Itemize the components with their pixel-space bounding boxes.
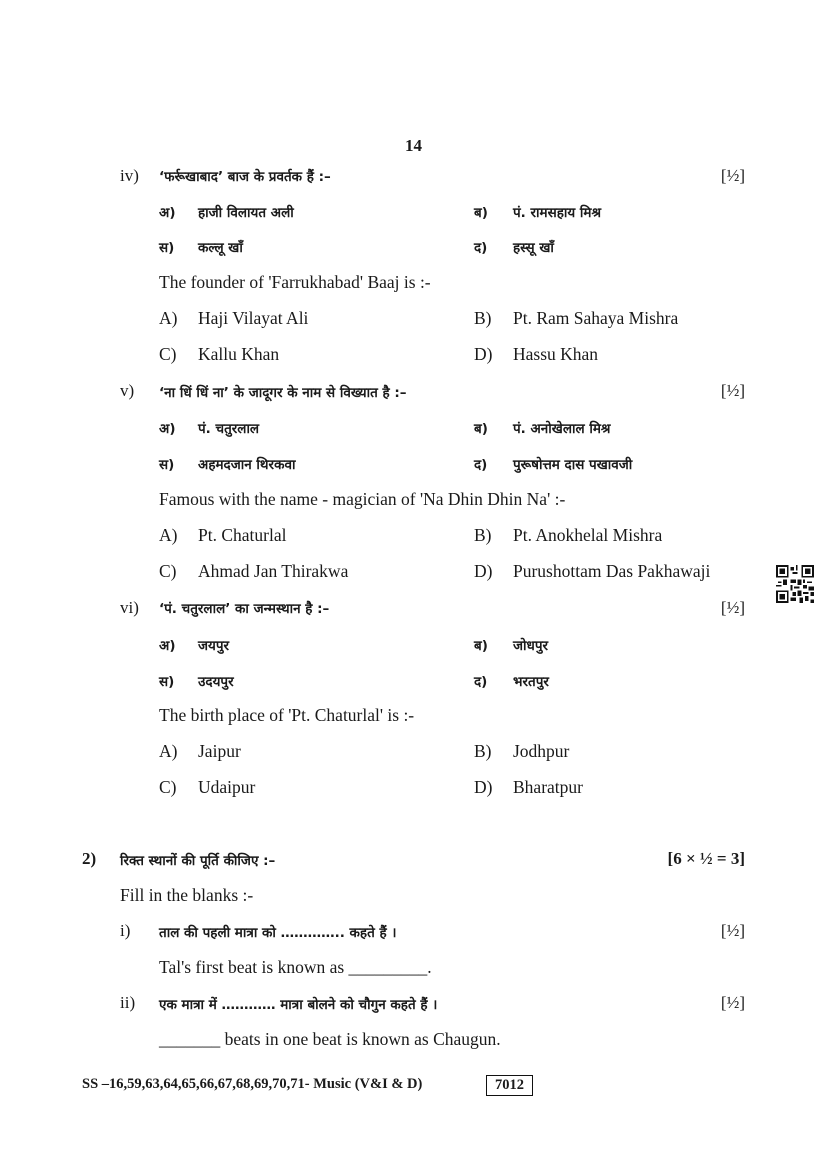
question-number: vi) xyxy=(120,598,139,617)
question-number: ii) xyxy=(120,993,136,1012)
question-number: i) xyxy=(120,921,131,940)
page-number: 14 xyxy=(405,136,422,155)
option-text: पं. रामसहाय मिश्र xyxy=(513,205,602,221)
option-text: जोधपुर xyxy=(513,638,549,654)
option-label: B) xyxy=(474,525,492,545)
question-marks: [½] xyxy=(720,381,745,400)
question-marks: [½] xyxy=(720,993,745,1012)
question-english: The founder of 'Farrukhabad' Baaj is :- xyxy=(159,272,431,292)
question-english: _______ beats in one beat is known as Chaugun. xyxy=(159,1029,501,1049)
option-text: हाजी विलायत अली xyxy=(198,205,294,221)
footer-code-box: 7012 xyxy=(486,1075,533,1096)
option-label: स) xyxy=(159,457,175,473)
option-text: हस्सू खाँ xyxy=(513,240,554,256)
option-text: पं. चतुरलाल xyxy=(198,421,260,437)
option-label: A) xyxy=(159,525,178,545)
question-english: Famous with the name - magician of 'Na Dhin Dhin Na' :- xyxy=(159,489,566,509)
question-hindi: ताल की पहली मात्रा को ………….. कहते हैं । xyxy=(159,925,397,941)
option-label: ब) xyxy=(474,205,488,221)
option-label: द) xyxy=(474,457,488,473)
option-label: द) xyxy=(474,240,488,256)
option-text: Jaipur xyxy=(198,741,241,761)
option-text: भरतपुर xyxy=(513,674,549,690)
option-label: अ) xyxy=(159,205,176,221)
qr-code-icon xyxy=(776,565,814,603)
option-label: अ) xyxy=(159,421,176,437)
option-label: A) xyxy=(159,741,178,761)
option-label: C) xyxy=(159,344,177,364)
option-label: D) xyxy=(474,344,493,364)
question-marks: [½] xyxy=(720,921,745,940)
option-text: Haji Vilayat Ali xyxy=(198,308,309,328)
option-text: Bharatpur xyxy=(513,777,583,797)
option-text: उदयपुर xyxy=(198,674,234,690)
option-label: ब) xyxy=(474,638,488,654)
option-text: Pt. Anokhelal Mishra xyxy=(513,525,663,545)
option-label: द) xyxy=(474,674,488,690)
option-label: ब) xyxy=(474,421,488,437)
option-label: स) xyxy=(159,674,175,690)
question-hindi: ‘फर्रूखाबाद’ बाज के प्रवर्तक हैं :– xyxy=(159,169,331,185)
section-marks: [6 × ½ = 3] xyxy=(667,849,745,868)
option-text: Purushottam Das Pakhawaji xyxy=(513,561,711,581)
option-label: स) xyxy=(159,240,175,256)
option-text: अहमदजान थिरकवा xyxy=(198,457,296,473)
option-text: जयपुर xyxy=(198,638,230,654)
option-text: Jodhpur xyxy=(513,741,570,761)
section-title-english: Fill in the blanks :- xyxy=(120,885,254,905)
question-hindi: ‘पं. चतुरलाल’ का जन्मस्थान है :– xyxy=(159,601,330,617)
option-label: C) xyxy=(159,777,177,797)
option-text: Ahmad Jan Thirakwa xyxy=(198,561,349,581)
question-hindi: ‘ना धिं धिं ना’ के जादूगर के नाम से विख्यात है :– xyxy=(159,385,407,401)
option-text: Pt. Chaturlal xyxy=(198,525,287,545)
question-marks: [½] xyxy=(720,166,745,185)
question-number: iv) xyxy=(120,166,139,185)
option-text: पं. अनोखेलाल मिश्र xyxy=(513,421,611,437)
option-text: पुरूषोत्तम दास पखावजी xyxy=(513,457,633,473)
option-label: B) xyxy=(474,741,492,761)
option-text: Hassu Khan xyxy=(513,344,599,364)
option-label: B) xyxy=(474,308,492,328)
question-english: The birth place of 'Pt. Chaturlal' is :- xyxy=(159,705,415,725)
question-marks: [½] xyxy=(720,598,745,617)
option-text: Udaipur xyxy=(198,777,256,797)
option-label: D) xyxy=(474,561,493,581)
question-hindi: एक मात्रा में ………… मात्रा बोलने को चौगुन कहते हैं । xyxy=(159,997,438,1013)
option-label: C) xyxy=(159,561,177,581)
option-label: D) xyxy=(474,777,493,797)
section-title-hindi: रिक्त स्थानों की पूर्ति कीजिए :– xyxy=(120,853,276,869)
question-number: v) xyxy=(120,381,135,400)
option-text: कल्लू खाँ xyxy=(198,240,243,256)
option-text: Pt. Ram Sahaya Mishra xyxy=(513,308,679,328)
option-label: अ) xyxy=(159,638,176,654)
footer-paper-code: SS –16,59,63,64,65,66,67,68,69,70,71- Music (V&I & D) xyxy=(82,1076,423,1092)
question-english: Tal's first beat is known as _________. xyxy=(159,957,432,977)
option-label: A) xyxy=(159,308,178,328)
option-text: Kallu Khan xyxy=(198,344,280,364)
section-number: 2) xyxy=(82,849,97,868)
